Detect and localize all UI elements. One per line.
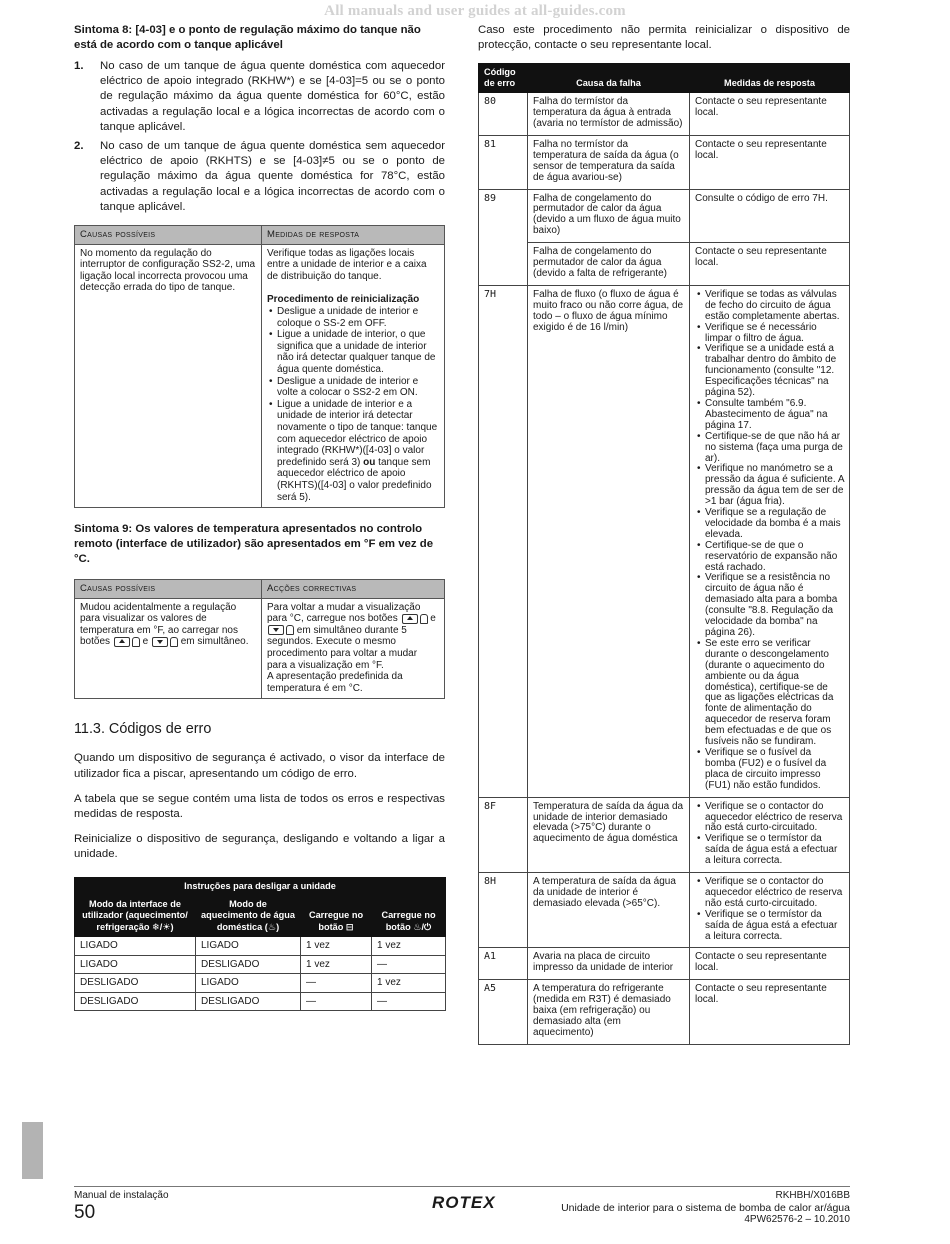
table-row: 8F Temperatura de saída da água da unidade de interior demasiado elevada (>75°C) durante o aquecimento de água doméstica • Verifique se o contactor do aquecedor eléctrico de reserva não está curto-circuitado. • Verifique se o termístor da saída de água está a efectuar a leitura correcta.	[479, 797, 850, 872]
error-code-table	[478, 63, 850, 1044]
table-title: Instruções para desligar a unidade	[75, 877, 446, 895]
error-code: A5	[479, 980, 528, 1045]
paragraph: Caso este procedimento não permita reinicializar o dispositivo de protecção, contacte o seu representante local.	[478, 24, 850, 52]
error-code: 8H	[479, 873, 528, 948]
table-header: Causa da falha	[528, 64, 690, 93]
reset-procedure-title: Procedimento de reinicialização	[267, 294, 420, 306]
tap-icon	[132, 637, 140, 647]
table-header: Causas possíveis	[75, 226, 262, 245]
table-header: Modo da interface de utilizador (aquecimento/ refrigeração ❄/☀)	[75, 896, 196, 937]
page-number: 50	[74, 1202, 96, 1223]
tap-icon	[286, 625, 294, 635]
right-column	[478, 23, 850, 1045]
table-header: Código de erro	[479, 64, 528, 93]
table-cell: Para voltar a mudar a visualização para °C, carregue nos botões e em simultâneo durante 5 segundos. Execute o mesmo procedimento para voltar a mudar para a visualização em °F. A apresentação predefinida da temperatura é em °C.	[262, 598, 445, 699]
error-code: 7H	[479, 285, 528, 797]
down-button-icon	[268, 625, 284, 635]
symptom9-title: Sintoma 9: Os valores de temperatura apresentados no controlo remoto (interface de utilizador) são apresentados em °F em vez de °C.	[74, 523, 434, 566]
table-cell: Mudou acidentalmente a regulação para visualizar os valores de temperatura em °F, ao carregar nos botões e em simultâneo.	[75, 598, 262, 699]
paragraph: Reinicialize o dispositivo de segurança, desligando e voltando a ligar a unidade.	[74, 833, 445, 861]
table-row: DESLIGADO LIGADO — 1 vez	[75, 974, 446, 992]
table-row: DESLIGADO DESLIGADO — —	[75, 992, 446, 1010]
symptom8-list	[74, 59, 445, 215]
list-item: 1. No caso de um tanque de água quente doméstica com aquecedor eléctrico de apoio integrado (RKHW*) e se [4-03]=5 ou se o ponto de regulação máximo da água quente doméstica for 60°C, estão activadas a regulação local e a lógica incorrectas de acordo com o tanque aplicável.	[74, 60, 445, 133]
footer-manual-label: Manual de instalação	[74, 1190, 169, 1201]
symptom8-table	[74, 225, 445, 508]
table-row: LIGADO LIGADO 1 vez 1 vez	[75, 937, 446, 955]
footer-doc-info: RKHBH/X016BB Unidade de interior para o sistema de bomba de calor ar/água 4PW62576-2 – 10.2010	[561, 1190, 850, 1225]
table-header: Causas possíveis	[75, 580, 262, 599]
down-button-icon	[152, 637, 168, 647]
footer-divider	[74, 1186, 850, 1187]
table-header: Carregue no botão ⊟	[301, 896, 372, 937]
table-header: Modo de aquecimento de água doméstica (♨)	[196, 896, 301, 937]
measures-list: • Verifique se todas as válvulas de fecho do circuito de água estão completamente abertas. • Verifique se é necessário limpar o filtro de água. • Verifique se a unidade está a trabalhar dentro do âmbito de funcionamento (consulte "12. Especificações técnicas" na página 52). • Consulte também "6.9. Abastecimento de água" na página 17. • Certifique-se de que não há ar no sistema (faça uma purga de ar). • Verifique no manómetro se a pressão da água é suficiente. A pressão da água tem de ser de >1 bar (água fria). • Verifique se a regulação de velocidade da bomba é a mais elevada. • Certifique-se de que o reservatório de expansão não está rachado. • Verifique se a resistência no circuito de água não é demasiado alta para a bomba (consulte "8.8. Regulação da velocidade da bomba" na página 26). • Se este erro se verificar durante o descongelamento (durante o aquecimento do ambiente ou da água doméstica), certifique-se de que as ligações eléctricas da fonte de alimentação do aquecedor de reserva foram bem efectuadas e de que os fusíveis não se fundiram. • Verifique se o fusível da bomba (FU2) e o fusível da placa de circuito impresso (FU1) não estão fundidos.	[695, 290, 844, 792]
tap-icon	[170, 637, 178, 647]
table-row: 89 Falha de congelamento do permutador de calor da água (devido a um fluxo de água muito baixo) Consulte o código de erro 7H.	[479, 189, 850, 243]
error-code: 8F	[479, 797, 528, 872]
error-code: 80	[479, 93, 528, 136]
table-header: Acções correctivas	[262, 580, 445, 599]
table-header: Carregue no botão ♨/⏻	[372, 896, 446, 937]
table-row: A5 A temperatura do refrigerante (medida em R3T) é demasiado baixa (em refrigeração) ou demasiado alta (em aquecimento) Contacte o seu representante local.	[479, 980, 850, 1045]
paragraph: Quando um dispositivo de segurança é activado, o visor da interface de utilizador fica a piscar, apresentando um código de erro.	[74, 752, 445, 780]
error-code: 81	[479, 135, 528, 189]
left-column	[74, 23, 445, 1011]
table-header: Medidas de resposta	[690, 64, 850, 93]
side-tab-marker	[22, 1122, 43, 1179]
up-button-icon	[114, 637, 130, 647]
watermark: All manuals and user guides at all-guides.com	[324, 3, 626, 19]
error-code: A1	[479, 948, 528, 980]
table-row: A1 Avaria na placa de circuito impresso da unidade de interior Contacte o seu representante local.	[479, 948, 850, 980]
tap-icon	[420, 614, 428, 624]
reset-steps: • Desligue a unidade de interior e coloque o SS-2 em OFF. • Ligue a unidade de interior, o que significa que a unidade de interior não irá detectar qualquer tanque de água quente doméstica. • Desligue a unidade de interior e volte a colocar o SS2-2 em ON. • Ligue a unidade de interior e a unidade de interior irá detectar novamente o tipo de tanque: tanque com aquecedor eléctrico de apoio integrado (RKHW*)([4-03] o valor predefinido será 3) ou tanque sem aquecedor eléctrico de apoio (RKHTS)([4-03] o valor predefinido será 5).	[267, 306, 439, 503]
paragraph: A tabela que se segue contém uma lista de todos os erros e respectivas medidas de resposta.	[74, 792, 445, 821]
table-header: Medidas de resposta	[262, 226, 445, 245]
symptom8-title: Sintoma 8: [4-03] e o ponto de regulação máximo do tanque não está de acordo com o tanque aplicável	[74, 24, 421, 51]
error-code: 89	[479, 189, 528, 285]
table-row: LIGADO DESLIGADO 1 vez —	[75, 955, 446, 973]
symptom9-table	[74, 579, 445, 699]
table-row: Falha de congelamento do permutador de calor da água (devido a falta de refrigerante) Contacte o seu representante local.	[479, 243, 850, 286]
list-item: 2. No caso de um tanque de água quente doméstica sem aquecedor eléctrico de apoio (RKHTS) e se [4-03]≠5 ou se o ponto de regulação máximo da água quente doméstica for 78°C, estão activadas a regulação local e a lógica incorrectas de acordo com o tanque aplicável.	[74, 140, 445, 213]
table-cell: Verifique todas as ligações locais entre a unidade de interior e a caixa de distribuição do tanque. Procedimento de reinicialização • Desligue a unidade de interior e coloque o SS-2 em OFF. • Ligue a unidade de interior, o que significa que a unidade de interior não irá detectar qualquer tanque de água quente doméstica. • Desligue a unidade de interior e volte a colocar o SS2-2 em ON. • Ligue a unidade de interior e a unidade de interior irá detectar novamente o tipo de tanque: tanque com aquecedor eléctrico de apoio integrado (RKHW*)([4-03] o valor predefinido será 3) ou tanque sem aquecedor eléctrico de apoio (RKHTS)([4-03] o valor predefinido será 5).	[262, 244, 445, 507]
shutdown-table	[74, 877, 446, 1011]
table-row: 81 Falha no termístor da temperatura de saída da água (o sensor de temperatura da saída de água avariou-se) Contacte o seu representante local.	[479, 135, 850, 189]
up-button-icon	[402, 614, 418, 624]
section-heading: 11.3. Códigos de erro	[74, 721, 212, 738]
rotex-logo: ROTEX	[432, 1193, 496, 1212]
measures-list: • Verifique se o contactor do aquecedor eléctrico de reserva não está curto-circuitado. • Verifique se o termístor da saída de água está a efectuar a leitura correcta.	[695, 802, 844, 867]
table-row: 7H Falha de fluxo (o fluxo de água é muito fraco ou não corre água, de todo – o fluxo de água mínimo exigido é de 16 l/min) • Verifique se todas as válvulas de fecho do circuito de água estão completamente abertas. • Verifique se é necessário limpar o filtro de água. • Verifique se a unidade está a trabalhar dentro do âmbito de funcionamento (consulte "12. Especificações técnicas" na página 52). • Consulte também "6.9. Abastecimento de água" na página 17. • Certifique-se de que não há ar no sistema (faça uma purga de ar). • Verifique no manómetro se a pressão da água é suficiente. A pressão da água tem de ser de >1 bar (água fria). • Verifique se a regulação de velocidade da bomba é a mais elevada. • Certifique-se de que o reservatório de expansão não está rachado. • Verifique se a resistência no circuito de água não é demasiado alta para a bomba (consulte "8.8. Regulação da velocidade da bomba" na página 26). • Se este erro se verificar durante o descongelamento (durante o aquecimento do ambiente ou da água doméstica), certifique-se de que as ligações eléctricas da fonte de alimentação do aquecedor de reserva foram bem efectuadas e de que os fusíveis não se fundiram. • Verifique se o fusível da bomba (FU2) e o fusível da placa de circuito impresso (FU1) não estão fundidos.	[479, 285, 850, 797]
table-row: 8H A temperatura de saída da água da unidade de interior é demasiado elevada (>65°C). • Verifique se o contactor do aquecedor eléctrico de reserva não está curto-circuitado. • Verifique se o termístor da saída de água está a efectuar a leitura correcta.	[479, 873, 850, 948]
measures-list: • Verifique se o contactor do aquecedor eléctrico de reserva não está curto-circuitado. • Verifique se o termístor da saída de água está a efectuar a leitura correcta.	[695, 877, 844, 942]
table-cell: No momento da regulação do interruptor de configuração SS2-2, uma ligação local incorrecta provocou uma detecção errada do tipo de tanque.	[75, 244, 262, 507]
table-row: 80 Falha do termístor da temperatura da água à entrada (avaria no termístor de admissão) Contacte o seu representante local.	[479, 93, 850, 136]
